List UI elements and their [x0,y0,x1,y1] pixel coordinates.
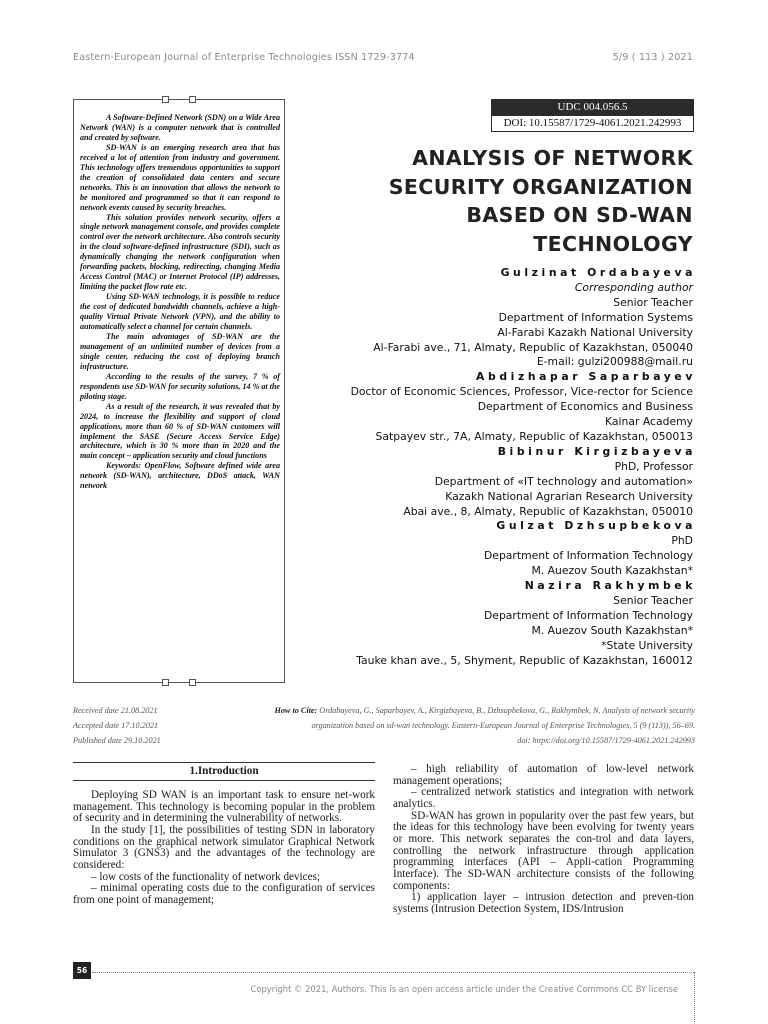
body-paragraph: 1) application layer – intrusion detection and preven-tion systems (Intrusion Detection System, IDS/Intrusion [393,891,694,915]
body-paragraph: – high reliability of automation of low-level network management operations; [393,763,694,787]
published-date: Published date 29.10.2021 [73,735,161,745]
footer-divider [92,972,694,973]
body-paragraph: – low costs of the functionality of network devices; [91,870,320,883]
citation-label: How to Cite: [274,706,318,715]
affiliation-line: Kazakh National Agrarian Research University [445,489,693,503]
title-line: BASED ON SD-WAN [466,203,693,227]
body-paragraph: – centralized network statistics and integration with network analytics. [393,786,694,810]
affiliation-line: Department of Economics and Business [477,400,693,414]
affiliation-line: PhD [671,534,693,548]
abstract-paragraph: This solution provides network security, offers a single network management console, and provides complete control over the network architecture. Also controls security in the cloud software-defined infrastructure (SDI), such as dynamically changing the network configuration when forwarding packets, blocking, redirecting, changing Media Access Control (MAC) or Internet Protocol (IP) addresses, limiting the packet flow rate etc. [80,212,280,292]
affiliation-line: Satpayev str., 7A, Almaty, Republic of Kazakhstan, 050013 [375,429,693,443]
citation-block [215,704,695,748]
udc-doi-block [491,99,694,132]
author-name: Gulzat Dzhsupbekova [496,519,696,533]
body-paragraph: SD-WAN has grown in popularity over the past few years, but the ideas for this technology have been evolving for twenty years or more. This network separates the con-trol and data layers, controlling the network infrastructure through application programming interfaces (API – Appli-cation Programming Interface). The SD-WAN architecture consists of the following components: [393,809,694,892]
affiliation-line: Al-Farabi Kazakh National University [497,325,693,339]
affiliation-line: Department of «IT technology and automation» [434,474,693,488]
abstract-paragraph: As a result of the research, it was revealed that by 2024, to increase the flexibility and support of cloud applications, more than 60 % of SD-WAN customers will implement the SASE (Secure Access Service Edge) architecture, which is 30 % more than in 2020 and the main concept – application security and cloud functions [80,401,280,461]
abstract-paragraph: Using SD-WAN technology, it is possible to reduce the cost of dedicated bandwidth channels, achieve a high-quality Virtual Private Network (VPN), and the ability to automatically select a channel for certain channels. [80,292,280,332]
abstract-paragraph: A Software-Defined Network (SDN) on a Wide Area Network (WAN) is a computer network that is controlled and created by software. [80,113,280,142]
author-role: Corresponding author [574,280,693,294]
affiliation-line: Department of Information Systems [498,310,693,324]
affiliation-line: M. Auezov South Kazakhstan* [531,564,693,578]
abstract-paragraph: According to the results of the survey, 7 % of respondents use SD-WAN for security solutions, 14 % at the piloting stage. [80,371,280,401]
citation-doi-link[interactable]: doi: https://doi.org/10.15587/1729-4061.2021.242993 [517,735,695,745]
affiliation-line: M. Auezov South Kazakhstan* [531,623,693,637]
issue-number: 5/9 ( 113 ) 2021 [612,52,693,63]
citation-text: organization based on sd-wan technology. Eastern-European Journal of Enterprise Technologies, 5 (9 (113)), 56–69. [311,720,695,730]
doi-code: DOI: 10.15587/1729-4061.2021.242993 [491,115,694,132]
abstract-paragraph: The main advantages of SD-WAN are the management of an unlimited number of devices from a single center, reducing the cost of deploying branch infrastructure. [80,331,280,371]
affiliation-line: Abai ave., 8, Almaty, Republic of Kazakhstan, 050010 [403,504,693,518]
affiliation-line: *State University [601,638,693,652]
body-paragraphs [73,790,375,907]
abstract-box [73,99,285,683]
author-affiliations [293,266,696,668]
author-name: Nazira Rakhymbek [524,579,696,593]
abstract-text [80,113,280,491]
copyright-notice: Copyright © 2021, Authors. This is an open access article under the Creative Commons CC BY license [250,984,678,994]
footer-divider [694,972,695,1022]
title-line: ANALYSIS OF NETWORK [412,146,693,170]
affiliation-line: Al-Farabi ave., 71, Almaty, Republic of Kazakhstan, 050040 [373,340,693,354]
affiliation-line: Senior Teacher [613,295,693,309]
article-dates [73,704,161,748]
abstract-paragraph: Keywords: OpenFlow, Software defined wide area network (SD-WAN), architecture, DDoS attack, WAN network [80,461,280,491]
author-name: Gulzinat Ordabayeva [500,266,696,279]
box-corner-marker [162,679,169,686]
article-title [333,144,693,258]
section-heading: 1.Introduction [73,762,375,781]
affiliation-line: Kainar Academy [605,415,693,429]
affiliation-line: Tauke khan ave., 5, Shyment, Republic of Kazakhstan, 160012 [356,653,693,667]
citation-text: Ordabayeva, G., Saparbayev, A., Kirgizbayeva, B., Dzhsupbekova, G., Rakhymbek, N. Analysis of network security [319,706,695,715]
affiliation-line: E-mail: gulzi200988@mail.ru [536,355,693,369]
abstract-paragraph: SD-WAN is an emerging research area that has received a lot of attention from industry and government. This technology offers tremendous opportunities to support the creation of consolidated data centers and secure networks. This is an innovation that allows the network to be monitored and programmed so that it can respond to network events caused by security breaches. [80,142,280,212]
box-corner-marker [189,679,196,686]
affiliation-line: Doctor of Economic Sciences, Professor, Vice-rector for Science [350,385,693,399]
affiliation-line: PhD, Professor [614,459,693,473]
body-column-right [393,764,694,916]
title-line: SECURITY ORGANIZATION [388,174,693,199]
body-paragraphs [393,764,694,916]
page-number: 56 [73,962,91,979]
affiliation-line: Senior Teacher [613,593,693,607]
author-name: Abdizhapar Saparbayev [476,370,696,384]
body-paragraph: In the study [1], the possibilities of testing SDN in laboratory conditions on the graphical network simulator Graphical Network Simulator 3 (GNS3) and the advantages of the technology are considered: [73,823,375,871]
box-corner-marker [162,96,169,103]
body-paragraph: – minimal operating costs due to the configuration of services from one point of management; [73,882,375,906]
udc-code: UDC 004.056.5 [491,99,694,115]
affiliation-line: Department of Information Technology [483,608,693,622]
accepted-date: Accepted date 17.10.2021 [73,720,159,730]
affiliation-line: Department of Information Technology [483,549,693,563]
body-column-left [73,762,375,907]
received-date: Received date 21.08.2021 [73,706,158,715]
journal-header: Eastern-European Journal of Enterprise Technologies ISSN 1729-3774 [73,52,415,63]
author-name: Bibinur Kirgizbayeva [497,444,696,458]
body-paragraph: Deploying SD WAN is an important task to ensure net-work management. This technology is becoming popular in the problem of security and in determining the vulnerability of networks. [73,789,375,825]
box-corner-marker [189,96,196,103]
title-line: TECHNOLOGY [533,231,693,256]
